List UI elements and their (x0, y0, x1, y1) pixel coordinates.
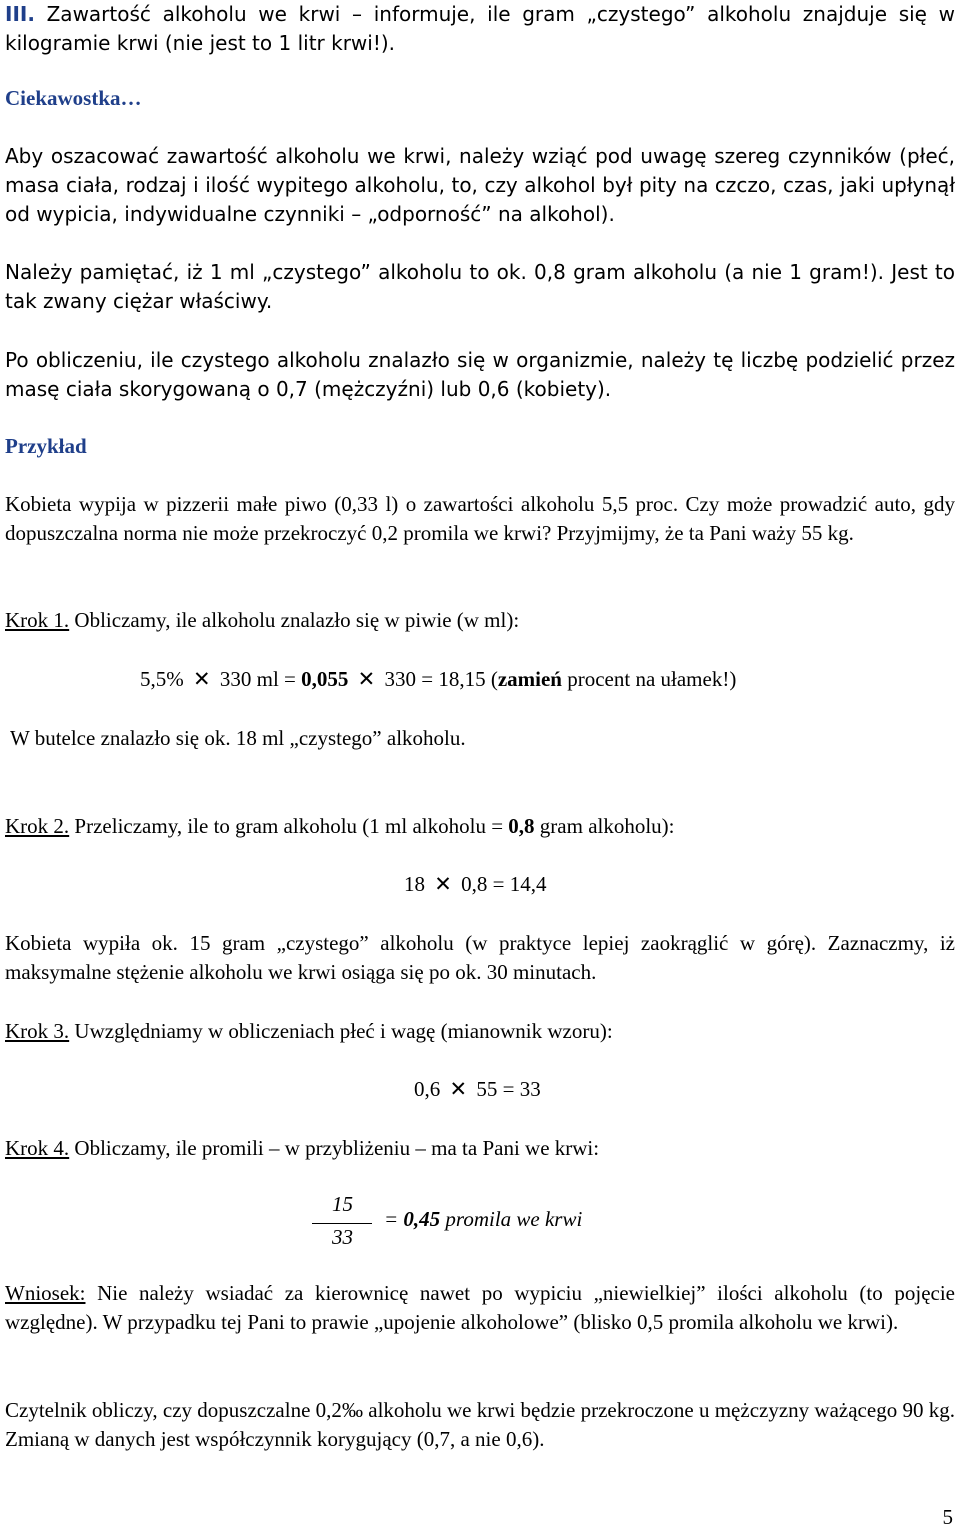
fraction-numerator: 15 (332, 1192, 353, 1216)
krok-1-eq-e: zamień (497, 667, 562, 691)
wniosek-label: Wniosek: (5, 1281, 86, 1305)
section-3-numeral: III. (5, 2, 35, 26)
przyklad-paragraph: Kobieta wypija w pizzerii małe piwo (0,33 l) o zawartości alkoholu 5,5 proc. Czy może prowadzić auto, gdy dopuszczalna norma nie może przekroczyć 0,2 promila we krwi? Przyjmijmy, że ta Pani waży 55 kg. (5, 492, 955, 545)
fraction-result-equals: = (384, 1207, 404, 1231)
krok-2-eq-a: 18 (404, 872, 425, 896)
krok-1-label: Krok 1. (5, 608, 70, 632)
fraction-denominator: 33 (332, 1225, 353, 1249)
multiply-icon: ✕ (449, 1077, 468, 1101)
page-number: 5 (942, 1505, 953, 1529)
wniosek-text: Nie należy wsiadać za kierownicę nawet po wypiciu „niewielkiej” ilości alkoholu (to pojęcie względne). W przypadku tej Pani to prawie „upojenie alkoholowe” (blisko 0,5 promila alkoholu we krwi). (5, 1281, 955, 1334)
multiply-icon: ✕ (434, 872, 452, 896)
krok-1-line (5, 606, 519, 635)
krok-1-eq-b: 330 ml = (219, 667, 302, 691)
section-3-text: Zawartość alkoholu we krwi – informuje, ile gram „czystego” alkoholu znajduje się w kilogramie krwi (nie jest to 1 litr krwi!). (5, 2, 956, 55)
ciekawostka-heading: Ciekawostka… (5, 86, 142, 110)
ciekawostka-paragraph-1: Aby oszacować zawartość alkoholu we krwi, należy wziąć pod uwagę szereg czynników (płeć, masa ciała, rodzaj i ilość wypitego alkoholu, to, czy alkohol był pity na czczo, czas, jaki upłynął od wypicia, indywidualne czynniki – „odporność” na alkohol). (5, 144, 955, 226)
krok-1-eq-d: 330 = 18,15 ( (384, 667, 498, 691)
krok-1-eq-a: 5,5% (140, 667, 184, 691)
krok-1-text: Obliczamy, ile alkoholu znalazło się w piwie (w ml): (69, 608, 520, 632)
krok-3-label: Krok 3. (5, 1019, 70, 1043)
krok-2-eq-b: 0,8 = 14,4 (461, 872, 547, 896)
krok-2-label: Krok 2. (5, 814, 70, 838)
section-3-paragraph (5, 0, 955, 58)
czytelnik-paragraph: Czytelnik obliczy, czy dopuszczalne 0,2‰ alkoholu we krwi będzie przekroczone u mężczyzny ważącego 90 kg. Zmianą w danych jest współczynnik korygujący (0,7, a nie 0,6). (5, 1398, 955, 1451)
fraction-result-unit: promila we krwi (440, 1207, 583, 1231)
krok-4-line (5, 1134, 599, 1163)
multiply-icon: ✕ (357, 667, 376, 691)
ciekawostka-paragraph-2: Należy pamiętać, iż 1 ml „czystego” alkoholu to ok. 0,8 gram alkoholu (a nie 1 gram!). Jest to tak zwany ciężar właściwy. (5, 260, 955, 313)
przyklad-heading: Przykład (5, 434, 87, 458)
wniosek-paragraph (5, 1279, 955, 1337)
krok-3-eq-a: 0,6 (414, 1077, 441, 1101)
krok-2-text-b: 0,8 (508, 814, 535, 838)
krok-2-text-a: Przeliczamy, ile to gram alkoholu (1 ml alkoholu = (69, 814, 509, 838)
krok-3-line (5, 1017, 613, 1046)
fraction-equation (312, 1192, 652, 1254)
po-obliczeniu-paragraph: Po obliczeniu, ile czystego alkoholu znalazło się w organizmie, należy tę liczbę podzielić przez masę ciała skorygowaną o 0,7 (mężczyźni) lub 0,6 (kobiety). (5, 348, 955, 401)
krok-1-equation (140, 665, 736, 694)
krok-3-eq-b: 55 = 33 (476, 1077, 541, 1101)
krok-3-text: Uwzględniamy w obliczeniach płeć i wagę (mianownik wzoru): (69, 1019, 613, 1043)
krok-3-equation (414, 1075, 541, 1104)
fraction-result (384, 1207, 582, 1232)
krok-2-line (5, 812, 675, 841)
krok-1-eq-f: procent na ułamek!) (561, 667, 737, 691)
krok-2-text-c: gram alkoholu): (534, 814, 675, 838)
krok-2-result: Kobieta wypiła ok. 15 gram „czystego” alkoholu (w praktyce lepiej zaokrąglić w górę). Zaznaczmy, iż maksymalne stężenie alkoholu we krwi osiąga się po ok. 30 minutach. (5, 931, 955, 984)
krok-4-text: Obliczamy, ile promili – w przybliżeniu – ma ta Pani we krwi: (69, 1136, 600, 1160)
krok-1-result: W butelce znalazło się ok. 18 ml „czystego” alkoholu. (10, 726, 466, 750)
fraction-bar (312, 1223, 372, 1224)
krok-4-label: Krok 4. (5, 1136, 70, 1160)
krok-1-eq-c: 0,055 (301, 667, 349, 691)
multiply-icon: ✕ (193, 667, 211, 691)
fraction-result-value: 0,45 (403, 1207, 441, 1231)
krok-2-equation (404, 870, 546, 899)
